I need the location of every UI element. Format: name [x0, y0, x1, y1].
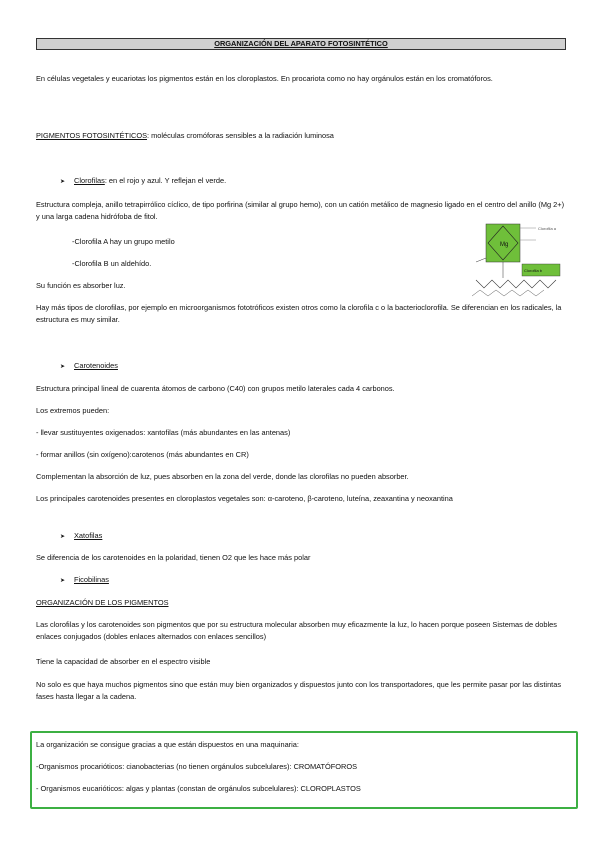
carotenoides-carotenos: - formar anillos (sin oxígeno):carotenos (más abundantes en CR): [36, 450, 249, 459]
organizacion-heading: ORGANIZACIÓN DE LOS PIGMENTOS: [36, 598, 169, 607]
carotenoides-bullet: [60, 360, 118, 373]
clorofila-a: -Clorofila A hay un grupo metilo: [72, 237, 175, 246]
arrow-icon: ➤: [60, 534, 66, 540]
intro-paragraph: En células vegetales y eucariotas los pigmentos están en los cloroplastos. En procariota como no hay orgánulos están en los cromatóforos.: [36, 74, 493, 83]
summary-line-3: - Organismos eucarióticos: algas y plantas (constan de orgánulos subcelulares): CLOROPLASTOS: [36, 784, 361, 793]
document-title: ORGANIZACIÓN DEL APARATO FOTOSINTÉTICO: [36, 38, 566, 50]
carotenoides-label: Carotenoides: [74, 361, 118, 370]
xatofilas-bullet: [60, 530, 102, 543]
pigmentos-heading: PIGMENTOS FOTOSINTÉTICOS: [36, 131, 148, 140]
carotenoides-extremos: Los extremos pueden:: [36, 406, 110, 415]
diagram-label-a: Clorofila a: [538, 226, 557, 231]
organizacion-p1: Las clorofilas y los carotenoides son pigmentos que por su estructura molecular absorben muy eficazmente la luz, lo hacen porque poseen Sistemas de dobles enlaces conjugados (dobles enlaces alternados con enlaces sencillos): [36, 620, 557, 641]
organizacion-p3: No solo es que haya muchos pigmentos sino que están muy bien organizados y dispuestos junto con los transportadores, que les permite pasar por las distintas fases hasta llegar a la cadena.: [36, 680, 562, 701]
clorofilas-bullet: [60, 175, 226, 188]
clorofilas-label: Clorofilas: [74, 176, 105, 185]
phytol-chain: [476, 280, 556, 288]
xatofilas-text: Se diferencia de los carotenoides en la polaridad, tienen O2 que les hace más polar: [36, 553, 311, 562]
chlorophyll-molecule-diagram: [470, 218, 566, 302]
clorofilas-funcion: Su función es absorber luz.: [36, 281, 126, 290]
diagram-label-b: Clorofila b: [524, 268, 543, 273]
pigmentos-definition: : moléculas cromóforas sensibles a la radiación luminosa: [147, 131, 334, 140]
carotenoides-principales: Los principales carotenoides presentes en cloroplastos vegetales son: α-caroteno, β-caroteno, luteína, zeaxantina y neoxantina: [36, 494, 453, 503]
arrow-icon: ➤: [60, 364, 66, 370]
carotenoides-complementan: Complementan la absorción de luz, pues absorben en la zona del verde, donde las clorofilas no pueden absorber.: [36, 472, 409, 481]
arrow-icon: ➤: [60, 179, 66, 185]
arrow-icon: ➤: [60, 578, 66, 584]
clorofilas-tipos: Hay más tipos de clorofilas, por ejemplo en microorganismos fototróficos existen otros como la clorofila c o la bacterioclorofila. Se diferencian en los radicales, la estructura es muy similar.: [36, 303, 562, 324]
svg-text:Mg: Mg: [500, 242, 509, 248]
clorofilas-estructura: Estructura compleja, anillo tetrapirrólico cíclico, de tipo porfirina (similar al grupo hemo), con un catión metálico de magnesio ligado en el centro del anillo (Mg 2+) y una larga cadena hidrófoba de fitol.: [36, 200, 565, 221]
organizacion-p2: Tiene la capacidad de absorber en el espectro visible: [36, 657, 211, 666]
xatofilas-label: Xatofilas: [74, 531, 103, 540]
carotenoides-xantofilas: - llevar sustituyentes oxigenados: xantofilas (más abundantes en las antenas): [36, 428, 291, 437]
carotenoides-estructura: Estructura principal lineal de cuarenta átomos de carbono (C40) con grupos metilo laterales cada 4 carbonos.: [36, 384, 395, 393]
clorofilas-text: : en el rojo y azul. Y reflejan el verde.: [104, 176, 227, 185]
ficobilinas-bullet: [60, 574, 109, 587]
pigmentos-line: [36, 130, 566, 142]
summary-line-1: La organización se consigue gracias a que están dispuestos en una maquinaria:: [36, 740, 299, 749]
summary-line-2: -Organismos procarióticos: cianobacterias (no tienen orgánulos subcelulares): CROMATÓFOROS: [36, 762, 358, 771]
clorofila-b: -Clorofila B un aldehído.: [72, 259, 152, 268]
ficobilinas-label: Ficobilinas: [74, 575, 109, 584]
